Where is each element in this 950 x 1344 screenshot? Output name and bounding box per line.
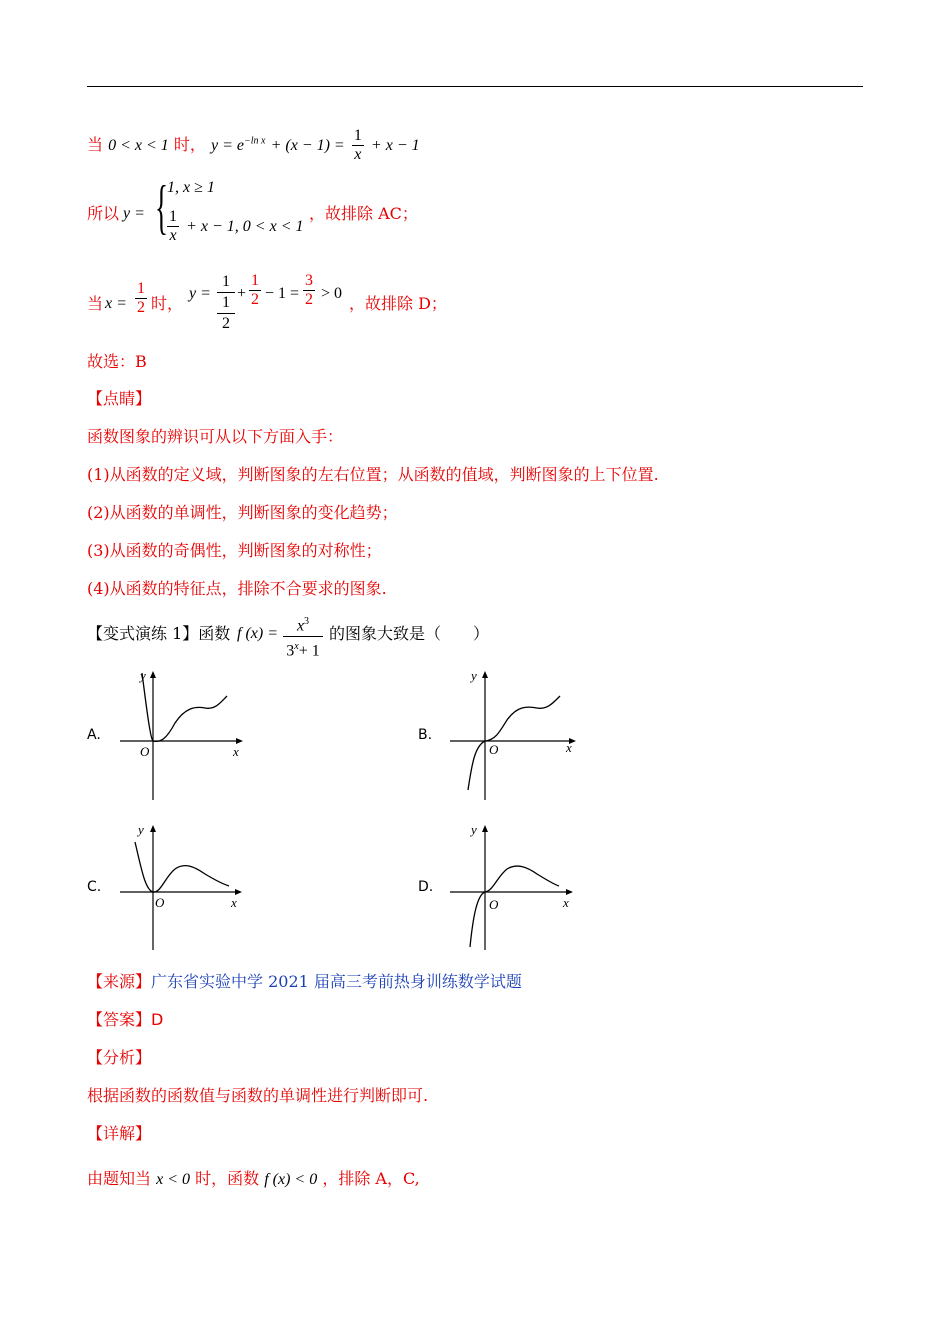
source-label: 【来源】 (87, 972, 152, 991)
math-y: y = (189, 285, 211, 302)
denominator: x (169, 227, 177, 244)
answer-label: 【答案】 (87, 1010, 152, 1029)
option-c-label[interactable]: C. (87, 879, 102, 895)
brace: { (155, 174, 168, 240)
x-axis-label: x (563, 895, 569, 910)
answer-block (87, 1010, 163, 1030)
op: > 0 (321, 285, 343, 302)
fraction (167, 208, 179, 245)
fraction (303, 272, 315, 309)
text: 当 (87, 294, 104, 313)
numerator: x (296, 617, 305, 635)
origin-label: O (155, 895, 165, 910)
text: 由题知当 (87, 1169, 152, 1188)
y-axis-label: y (140, 668, 146, 683)
inner-numerator: 1 (217, 293, 235, 314)
text: ，排除 A，C, (322, 1169, 420, 1188)
inner-denominator: 2 (222, 315, 230, 332)
option-d-label[interactable]: D. (418, 879, 434, 895)
answer-value: D (151, 1010, 164, 1029)
fraction (249, 272, 261, 309)
analysis-text: 根据函数的函数值与函数的单调性进行判断即可. (87, 1086, 429, 1105)
analysis-title: 【分析】 (87, 1048, 152, 1067)
x-axis-label: x (566, 740, 572, 755)
numerator: 1 (169, 208, 177, 225)
solution-line-1 (87, 127, 420, 164)
dianjing-intro: 函数图象的辨识可从以下方面入手： (87, 427, 344, 446)
numerator: 1 (217, 272, 235, 293)
denominator: 3 (286, 642, 295, 660)
origin-label: O (140, 744, 150, 759)
point-3: (3)从函数的奇偶性，判断图象的对称性； (87, 541, 382, 560)
source-text: 广东省实验中学 2021 届高三考前热身训练数学试题 (151, 972, 522, 991)
y-axis-label: y (471, 822, 477, 837)
case-1: 1, x ≥ 1 (167, 179, 215, 196)
fraction (283, 612, 323, 662)
math-y: y = (123, 205, 145, 222)
nested-fraction (217, 272, 235, 334)
case-2 (165, 208, 303, 245)
numerator: 3 (305, 272, 313, 289)
y-axis-label: y (138, 822, 144, 837)
math-x: x = (105, 295, 127, 312)
text: 时，函数 (195, 1169, 260, 1188)
option-a-graph[interactable] (115, 668, 250, 803)
case-2-tail: + x − 1, 0 < x < 1 (186, 218, 304, 235)
denominator: 2 (251, 291, 259, 308)
text: ，故排除 AC； (309, 204, 418, 223)
denominator: x (354, 146, 362, 163)
origin-label: O (489, 742, 499, 757)
question-prefix: 【变式演练 1】函数 (87, 624, 231, 643)
option-a-label[interactable]: A. (87, 727, 101, 743)
point-2: (2)从函数的单调性，判断图象的变化趋势； (87, 503, 398, 522)
option-b-graph[interactable] (445, 668, 580, 803)
header-rule (87, 86, 863, 87)
point-4: (4)从函数的特征点，排除不合要求的图象. (87, 579, 387, 598)
option-d-graph[interactable] (445, 822, 580, 954)
option-c-graph[interactable] (115, 822, 250, 954)
question-suffix: 的图象大致是（ ） (329, 624, 490, 643)
option-b-label[interactable]: B. (418, 727, 433, 743)
denominator: 2 (137, 299, 145, 316)
math-f: f (x) = (237, 625, 278, 642)
numerator: 1 (353, 127, 362, 144)
math-exponent: −ln x (244, 135, 266, 147)
math-formula: + x − 1 (370, 137, 420, 154)
math-formula: + (x − 1) = (270, 137, 345, 154)
dianjing-title: 【点睛】 (87, 389, 152, 408)
text: 时， (173, 135, 206, 154)
math-condition: 0 < x < 1 (108, 137, 169, 154)
fraction (135, 280, 147, 317)
math-condition: x < 0 (156, 1171, 191, 1188)
exponent: 3 (304, 616, 310, 627)
exponent: x (294, 641, 299, 653)
fraction (352, 127, 364, 164)
op: − 1 = (265, 285, 300, 302)
answer-line: 故选：B (87, 352, 147, 371)
point-1: (1)从函数的定义域，判断图象的左右位置；从函数的值域，判断图象的上下位置. (87, 465, 659, 484)
y-axis-label: y (471, 668, 477, 683)
text: 时， (151, 294, 184, 313)
text: 当 (87, 135, 104, 154)
text: ，故排除 D； (349, 294, 447, 313)
math-formula: y = e (211, 137, 245, 154)
op: + (237, 285, 247, 302)
source-line (87, 972, 522, 992)
x-axis-label: x (233, 744, 239, 759)
denominator: 2 (305, 291, 313, 308)
detail-title: 【详解】 (87, 1124, 152, 1143)
denominator-tail: + 1 (298, 642, 320, 660)
math-f: f (x) < 0 (264, 1171, 318, 1188)
text: 所以 (87, 204, 120, 223)
detail-line (87, 1169, 420, 1190)
numerator: 1 (137, 280, 145, 297)
x-axis-label: x (231, 895, 237, 910)
numerator: 1 (251, 272, 259, 289)
origin-label: O (489, 897, 499, 912)
